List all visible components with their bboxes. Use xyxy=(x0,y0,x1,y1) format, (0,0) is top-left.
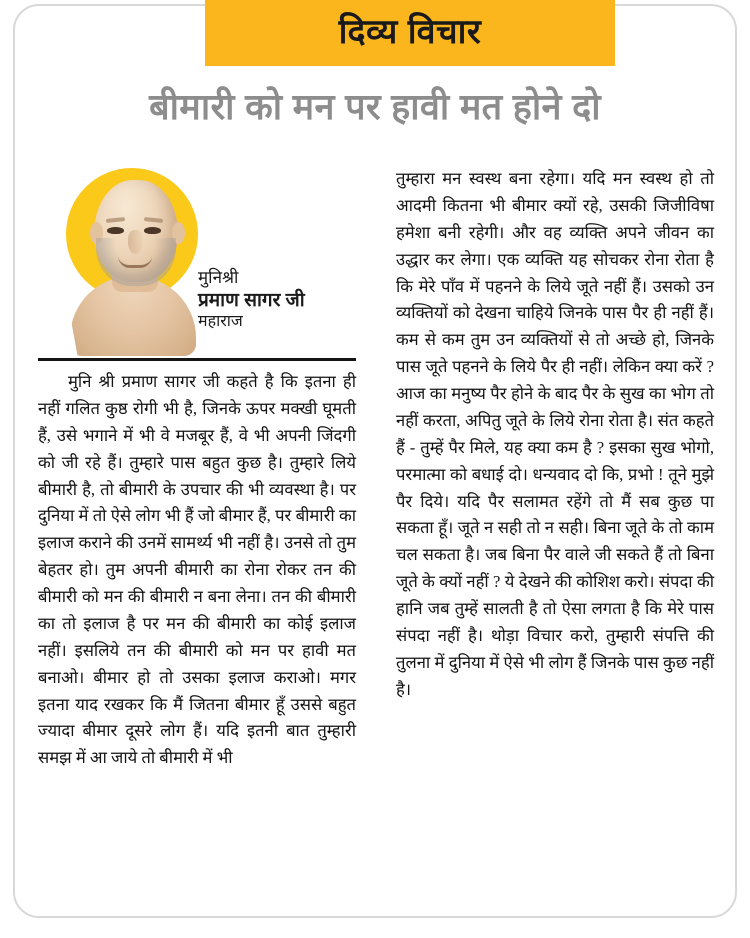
masthead-title: दिव्य विचार xyxy=(338,13,482,51)
article-headline: बीमारी को मन पर हावी मत होने दो xyxy=(149,86,601,127)
article-columns xyxy=(38,166,714,914)
portrait-credit xyxy=(198,268,354,331)
masthead-banner xyxy=(205,0,615,66)
credit-title: महाराज xyxy=(198,312,243,330)
byline-divider xyxy=(38,358,356,361)
monk-portrait-icon xyxy=(68,172,208,352)
credit-honorific: मुनिश्री xyxy=(198,268,239,287)
credit-name: प्रमाण सागर जी xyxy=(198,289,305,311)
article-body-right: तुम्हारा मन स्वस्थ बना रहेगा। यदि मन स्वस्थ हो तो आदमी कितना भी बीमार क्यों रहे, उसकी जिजीविषा हमेशा बनी रहेगी। और वह व्यक्ति अपने जीवन का उद्धार कर लेगा। एक व्यक्ति यह सोचकर रोना रोता है कि मेरे पाँव में पहनने के लिये जूते नहीं हैं। उसको उन व्यक्तियों को देखना चाहिये जिनके पास पैर ही नहीं हैं। कम से कम तुम उन व्यक्तियों से तो अच्छे हो, जिनके पास जूते पहनने के लिये पैर ही नहीं। लेकिन क्या करें ? आज का मनुष्य पैर होने के बाद पैर के सुख का भोग तो नहीं करता, अपितु जूते के लिये रोना रोता है। संत कहते हैं - तुम्हें पैर मिले, यह क्या कम है ? इसका सुख भोगो, परमात्मा को बधाई दो। धन्यवाद दो कि, प्रभो ! तूने मुझे पैर दिये। यदि पैर सलामत रहेंगे तो मैं सब कुछ पा सकता हूँ। जूते न सही तो न सही। बिना जूते के तो काम चल सकता है। जब बिना पैर वाले जी सकते हैं तो बिना जूते के क्यों नहीं ? ये देखने की कोशिश करो। संपदा की हानि जब तुम्हें सालती है तो ऐसा लगता है कि मेरे पास संपदा नहीं है। थोड़ा विचार करो, तुम्हारी संपत्ति की तुलना में दुनिया में ऐसे भी लोग हैं जिनके पास कुछ नहीं है। xyxy=(396,169,714,699)
portrait-block xyxy=(38,166,356,352)
left-column xyxy=(38,166,356,914)
monk-eye-right xyxy=(144,227,161,234)
article-body-left: मुनि श्री प्रमाण सागर जी कहते है कि इतना ही नहीं गलित कुष्ठ रोगी भी है, जिनके ऊपर मक्खी घूमती हैं, उसे भगाने में भी वे मजबूर हैं, वे भी अपनी जिंदगी को जी रहे हैं। तुम्हारे पास बहुत कुछ है। तुम्हारे लिये बीमारी है, तो बीमारी के उपचार की भी व्यवस्था है। पर दुनिया में तो ऐसे लोग भी हैं जो बीमार हैं, पर बीमारी का इलाज कराने की उनमें सामर्थ्य भी नहीं है। उनसे तो तुम बेहतर हो। तुम अपनी बीमारी का रोना रोकर तन की बीमारी को मन की बीमारी न बना लेना। तन की बीमारी का तो इलाज है पर मन की बीमारी का कोई इलाज नहीं। इसलिये तन की बीमारी को मन पर हावी मत बनाओ। बीमार हो तो उसका इलाज कराओ। मगर इतना याद रखकर कि मैं जितना बीमार हूँ उससे बहुत ज्यादा बीमार दूसरे लोग हैं। यदि इतनी बात तुम्हारी समझ में आ जाये तो बीमारी में भी xyxy=(38,372,356,768)
monk-eye-left xyxy=(107,227,124,234)
right-column xyxy=(396,166,714,914)
